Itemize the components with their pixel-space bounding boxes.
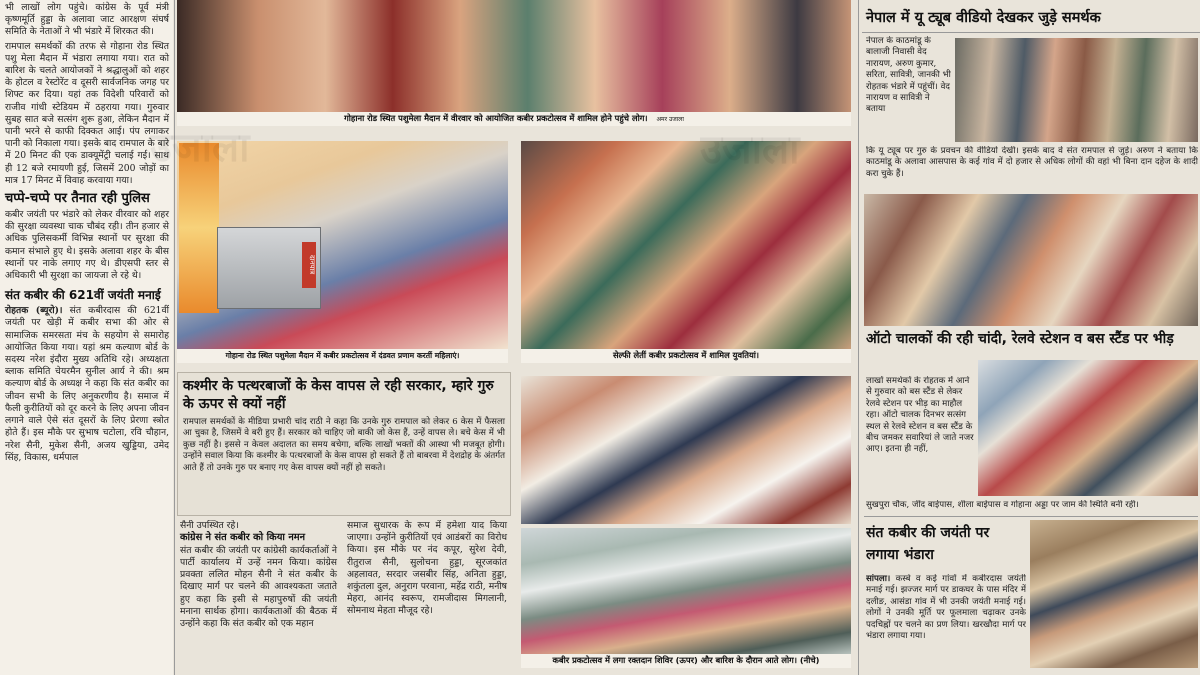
subheading-police: चप्पे-चप्पे पर तैनात रही पुलिस (5, 191, 150, 207)
bhandara-paragraph: रामपाल समर्थकों की तरफ से गोहाना रोड स्थित पशु मेला मैदान में भंडारा लगाया गया। रात को बारिश के चलते आयोजकों ने श्रद्धालुओं को शहर के होटल व रेस्टोरेंट व दूसरी सार्वजनिक जगह पर शिफ्ट कर दिया। यहां तक विदेशी परिवारों को राजीव गांधी स्टेडियम में ठहराया गया। गुरुवार सुबह सात बजे सत्संग शुरू हुआ, लेकिन मैदान में पानी भरने से काफी दिक्कत आई। पंप लगाकर पानी को निकाला गया। इसके बाद रामपाल के बारे में 20 मिनट की एक डाक्यूमेंट्री चलाई गई। साथ ही 12 बजे रमायणी हुई, जिसमें 200 जोड़ों का मात्र 17 मिनट में विवाह करवाया गया। (5, 40, 169, 186)
congress-body: संत कबीर की जयंती पर कांग्रेसी कार्यकर्ताओं ने पार्टी कार्यालय में उन्हें नमन किया। कांग्रेस प्रवक्ता ललित मोहन सैनी ने संत कबीर के दिखाए मार्ग पर चलने की आवश्यकता जताते हुए कहा कि इसी से महापुरुषों की जयंती मनाना सार्थक होगा। कार्यकताओं की बैठक में उन्होंने कहा कि संत कबीर को एक महान (180, 544, 337, 629)
bhandara-dateline: सांपला। (866, 574, 891, 584)
auto-headline: ऑटो चालकों की रही चांदी, रेलवे स्टेशन व बस स्टैंड पर भीड़ (866, 331, 1174, 347)
nepal-headline: नेपाल में यू ट्यूब वीडियो देखकर जुड़े समर्थक (862, 0, 1200, 33)
congress-subheading: कांग्रेस ने संत कबीर को किया नमन (180, 532, 306, 544)
rain-crowd-photo (521, 528, 851, 654)
donation-box-label: दानपात्र (302, 242, 316, 288)
guru-portrait (179, 143, 219, 313)
bhandara-body (866, 574, 1026, 674)
column-congress (177, 520, 340, 675)
caption-top-photo: गोहाना रोड स्थित पशुमेला मैदान में वीरवार को आयोजित कबीर प्रकटोत्सव में शामिल होने पहुंचे लोग। अमर उजाला (177, 112, 851, 126)
dateline: रोहतक (ब्यूरो)। (5, 305, 63, 317)
bhandara-headline: संत कबीर की जयंती पर लगाया भंडारा (866, 525, 990, 563)
nepal-body-full: कि यू ट्यूब पर गुरु के प्रवचन की वीडियो देखी। इसके बाद वे संत रामपाल से जुड़े। अरुण ने बताया कि काठमांडू के अलावा आसपास के कई गांव में दो हजार से अधिक लोगों की वहां भी बिना दान दहेज के शादी करा चुके हैं। (866, 146, 1198, 179)
kashmir-headline: कश्मीर के पत्थरबाजों के केस वापस ले रही सरकार, म्हारे गुरु के ऊपर से क्यों नहीं (183, 378, 494, 412)
crowd-photo-top (177, 0, 851, 112)
jayanti-paragraph (5, 305, 169, 464)
newspaper-watermark: उजाला (700, 126, 800, 170)
bhandara-body-text: कस्बे व कई गांवों में कबीरदास जयंती मनाई गई। झज्जर मार्ग पर डाकघर के पास मंदिर में दलीङ, आसंडा गांव में भी उनकी जयंती मनाई गई। लोगों ने उनकी मूर्ति पर फूलमाला चढ़ाकर उनके पदचिह्नों पर चलने का प्रण लिया। खरखौदा मार्ग पर भंडारा लगाया गया। (866, 574, 1026, 642)
nepal-body-left: नेपाल के काठमांडू के बालाजी निवासी वेद नारायण, अरुण कुमार, सरिता, सावित्री, जानकी भी रोहतक भंडारे में पहुंचीं। वेद नारायण व सावित्री ने बताया (866, 36, 951, 115)
prostrating-women-photo (177, 141, 508, 349)
section-divider (864, 516, 1198, 517)
selfie-women-photo (521, 141, 851, 349)
kashmir-story-box (177, 372, 511, 516)
kashmir-body: रामपाल समर्थकों के मीडिया प्रभारी चांद राठी ने कहा कि उनके गुरु रामपाल को लेकर 6 केस में फैसला आ चुका है, जिसमें वे बरी हुए हैं। सरकार को चाहिए जो बाकी जो केस हैं, उन्हें वापस ले। बचे केस में भी कुछ नहीं है। इससे न केवल अदालत का समय बचेगा, बल्कि लाखों भक्तों की आस्था भी मजबूत होगी। उन्होंने सवाल किया कि कश्मीर के पत्थरबाजों के केस वापस हो सकते हैं तो बाबरवा में देशद्रोह के अंतर्गत आते हैं तो उनके गुरु पर बनाए गए केस वापस क्यों नहीं हो सकते। (183, 417, 505, 473)
railway-crowd-photo (864, 194, 1198, 326)
column-left (0, 0, 173, 675)
auto-body-full: सुखपुरा चौक, जींद बाईपास, शीला बाईपास व गोहाना अड्डा पर जाम की स्थिति बनी रही। (866, 500, 1139, 510)
congress-intro: सैनी उपस्थित रहे। (180, 520, 239, 531)
photo-credit: अमर उजाला (656, 116, 684, 123)
newspaper-watermark: उजाला (150, 124, 250, 168)
article-text (5, 2, 169, 187)
caption-mid-left: गोहाना रोड स्थित पशुमेला मैदान में कबीर प्रकटोत्सव में दंडवत प्रणाम करतीं महिलाएं। (177, 349, 508, 363)
blood-donation-photo (521, 376, 851, 524)
police-paragraph: कबीर जयंती पर भंडारे को लेकर वीरवार को शहर की सुरक्षा व्यवस्था चाक चौबंद रही। तीन हजार से अधिक पुलिसकर्मी विभिन्न स्थानों पर सुरक्षा की कमान संभाले हुए थे। इसके अलावा शहर के बीस स्थानों पर नाके लगाए गए थे। डीएसपी स्तर से अधिकारी भी सुरक्षा का जायजा ले रहे थे। (5, 209, 169, 282)
column-divider-right (858, 0, 859, 675)
intro-paragraph: भी लाखों लोग पहुंचे। कांग्रेस के पूर्व मंत्री कृष्णमूर्ति हुड्डा के अलावा जाट आरक्षण संघर्ष समिति के नेताओं ने भी भंडारे में शिरकत की। (5, 2, 169, 38)
subheading-jayanti: संत कबीर की 621वीं जयंती मनाई (5, 288, 161, 303)
caption-mid-right: सेल्फी लेतीं कबीर प्रकटोत्सव में शामिल युवतियां। (521, 349, 851, 363)
jayanti-body: संत कबीरदास की 621वीं जयंती पर खेड़ी में कबीर सभा की ओर से सामाजिक समरसता मंच के सहयोग से समारोह आयोजित किया गया। यहां श्रम कल्याण बोर्ड के सदस्य नरेश इंदौरा मुख्य अतिथि रहे। अध्यक्षता ब्लाक समिति चेयरमैन सुनील आर्य ने की। श्रम कल्याण बोर्ड के अध्यक्ष ने कहा कि संत कबीर का जीवन सभी के लिए अनुकरणीय है। समाज में फैली कुरीतियों को दूर करने के लिए अपना जीवन लगाने वाले ऐसे संत दूसरों के लिए प्रेरणा स्त्रोत होते हैं। इस मौके पर सुभाष चटोला, रवि चौहान, नरेश सैनी, मुकेश सैनी, अजय खुड्डिया, उमेद सिंह, विकास, धर्मपाल (5, 305, 170, 463)
nepal-story (862, 0, 1200, 190)
nepal-group-photo (955, 38, 1198, 142)
column-congress-continued (344, 520, 510, 675)
caption-bottom-photos: कबीर प्रकटोत्सव में लगा रक्तदान शिविर (ऊपर) और बारिश के दौरान आते लोग। (नीचे) (521, 654, 851, 668)
bus-stand-photo (978, 360, 1198, 496)
donation-box (217, 227, 321, 309)
congress-continued-body: समाज सुधारक के रूप में हमेशा याद किया जाएगा। उन्होंने कुरीतियों एवं आडंबरों का विरोध किया। इस मौके पर नंद कपूर, सुरेश देवी, रीतुराज सैनी, सुलोचना हुड्डा, सूरजकांत अहलावत, सरदार जसबीर सिंह, अनिता हुड्डा, शकुंतला दुल, अनुराग परवाना, महेंद्र राठी, मनीष मेहरा, आनंद स्वरूप, रामजीदास मिगलानी, सोमनाथ मेहता मौजूद रहे। (347, 520, 507, 617)
auto-body-left: लाखों समर्थकों के रोहतक में आने से गुरुवार को बस स्टैंड से लेकर रेलवे स्टेशन पर भीड़ का माहौल रहा। ऑटो चालक दिनभर सत्संग स्थल से रेलवे स्टेशन व बस स्टैंड के बीच जमकर सवारियां ले जाते नजर आए। इतना ही नहीं, (866, 376, 974, 455)
dandvat-road-photo (1030, 520, 1198, 668)
column-divider (174, 0, 175, 675)
